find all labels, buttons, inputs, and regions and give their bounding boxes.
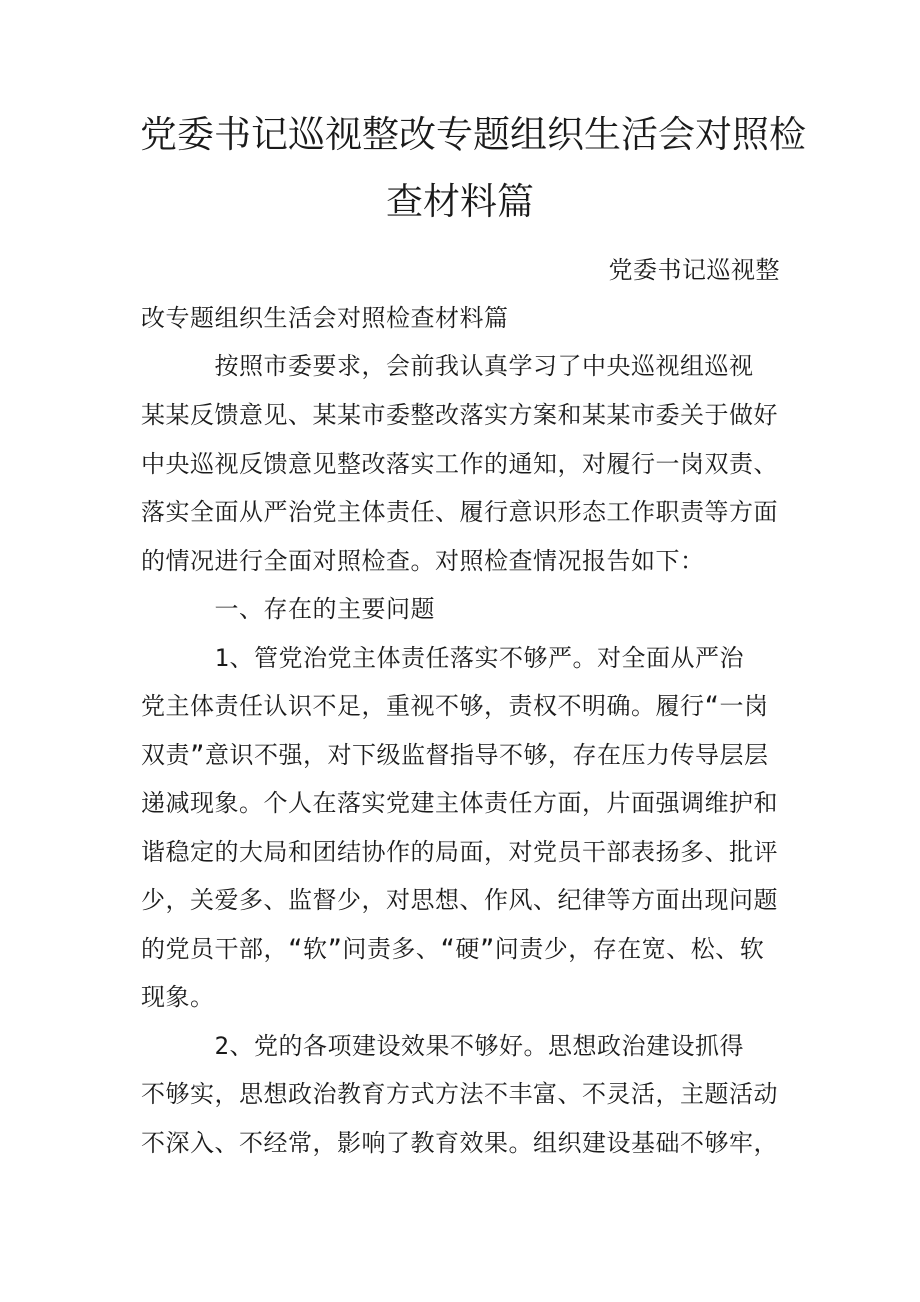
para1-line-6: 少，关爱多、监督少，对思想、作风、纪律等方面出现问题 <box>141 886 778 914</box>
para1-line-3: 双责”意识不强，对下级监督指导不够，存在压力传导层层 <box>141 741 769 769</box>
para2-line-3: 不深入、不经常，影响了教育效果。组织建设基础不够牢， <box>141 1129 778 1157</box>
section-heading: 一、存在的主要问题 <box>141 595 435 623</box>
para1-line-5: 谐稳定的大局和团结协作的局面，对党员干部表扬多、批评 <box>141 838 778 866</box>
intro-line-2: 某某反馈意见、某某市委整改落实方案和某某市委关于做好 <box>141 401 778 429</box>
intro-line-3: 中央巡视反馈意见整改落实工作的通知，对履行一岗双责、 <box>141 450 778 478</box>
intro-line-4: 落实全面从严治党主体责任、履行意识形态工作职责等方面 <box>141 498 778 526</box>
para1-line-2: 党主体责任认识不足，重视不够，责权不明确。履行“一岗 <box>141 692 769 720</box>
document-title-line-2: 查材料篇 <box>386 180 534 223</box>
para2-line-2: 不够实，思想政治教育方式方法不丰富、不灵活，主题活动 <box>141 1080 778 1108</box>
para2-line-1: 2、党的各项建设效果不够好。思想政治建设抓得 <box>141 1032 744 1060</box>
document-title-line-1: 党委书记巡视整改专题组织生活会对照检 <box>140 113 806 156</box>
para1-line-7: 的党员干部，“软”问责多、“硬”问责少，存在宽、松、软 <box>141 935 765 963</box>
intro-line-1: 按照市委要求，会前我认真学习了中央巡视组巡视 <box>141 352 754 380</box>
para1-line-8: 现象。 <box>141 983 215 1011</box>
subtitle-line-1: 党委书记巡视整 <box>608 256 780 284</box>
intro-line-5: 的情况进行全面对照检查。对照检查情况报告如下： <box>141 547 705 575</box>
subtitle-line-2: 改专题组织生活会对照检查材料篇 <box>141 304 509 332</box>
para1-line-1: 1、管党治党主体责任落实不够严。对全面从严治 <box>141 644 744 672</box>
para1-line-4: 递减现象。个人在落实党建主体责任方面，片面强调维护和 <box>141 789 778 817</box>
